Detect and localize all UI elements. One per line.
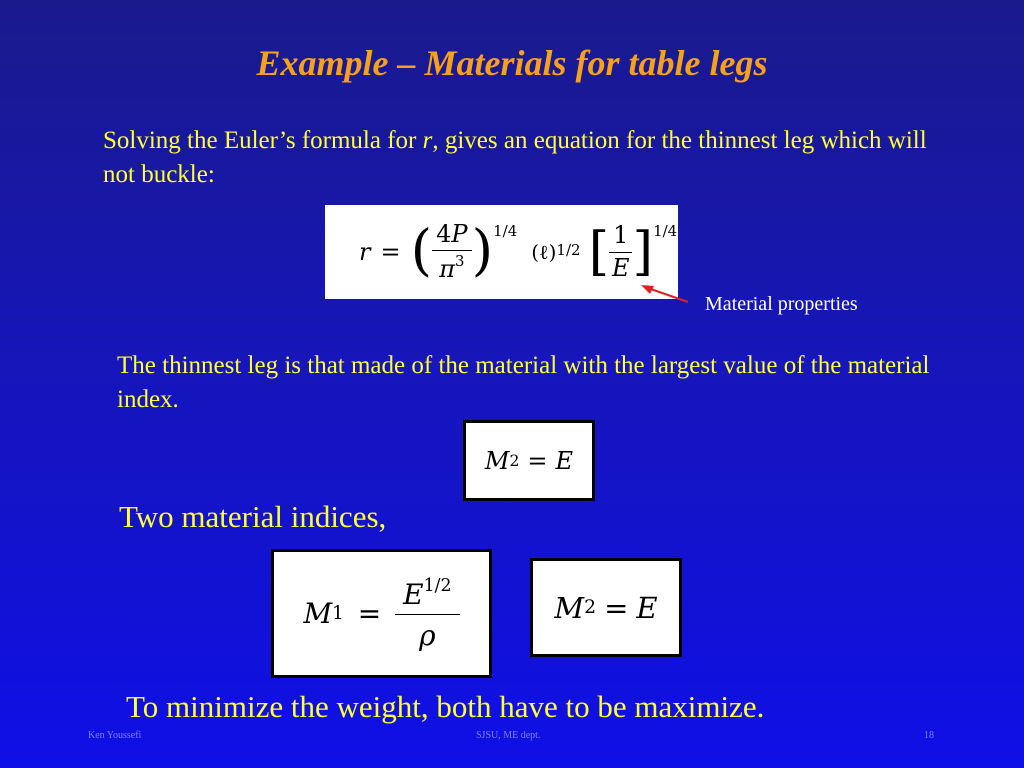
left-bracket: [ xyxy=(588,220,610,282)
inner-denominator: E xyxy=(612,253,630,282)
m1-equals: = xyxy=(357,597,382,630)
left-paren: ( xyxy=(410,219,433,284)
index-m2-box xyxy=(530,558,682,657)
right-bracket: ] xyxy=(632,220,654,282)
inner-numerator: 1 xyxy=(609,223,632,252)
two-indices-text: Two material indices, xyxy=(119,499,387,534)
index-m2 xyxy=(533,561,679,654)
footer-dept: SJSU, ME dept. xyxy=(476,730,541,741)
m2-small-rhs: E xyxy=(555,446,574,475)
index-m1 xyxy=(274,552,489,675)
length-term: (ℓ) xyxy=(531,239,557,264)
footer-page-number: 18 xyxy=(924,730,934,741)
m1-fraction xyxy=(395,577,459,650)
euler-formula xyxy=(359,205,677,299)
index-m2-small xyxy=(466,423,592,498)
coefficient-fraction xyxy=(432,219,471,284)
m1-var: M xyxy=(303,597,333,630)
slide-title: Example – Materials for table legs xyxy=(256,43,768,83)
right-paren: ) xyxy=(471,219,494,284)
intro-text-start: Solving the Euler’s formula for xyxy=(103,127,423,154)
m1-sub: 1 xyxy=(332,603,344,624)
m2-sub: 2 xyxy=(584,597,597,618)
m2-rhs: E xyxy=(636,590,658,625)
coef-num-var: P xyxy=(451,219,468,248)
intro-paragraph xyxy=(103,124,933,192)
exponent-half: 1/2 xyxy=(556,241,581,259)
m2-equals: = xyxy=(604,590,629,625)
m1-num-exp: 1/2 xyxy=(423,576,452,597)
m2-small-var: M xyxy=(484,446,510,475)
conclusion-text: To minimize the weight, both have to be maximize. xyxy=(126,689,765,724)
formula-lhs: r xyxy=(359,238,371,266)
m1-denominator: ρ xyxy=(419,618,436,652)
material-fraction xyxy=(609,223,632,280)
m2-var: M xyxy=(554,590,585,625)
euler-formula-box xyxy=(325,205,678,299)
formula-equals: = xyxy=(380,238,401,266)
coef-den-exp: 3 xyxy=(455,251,465,270)
m1-num-var: E xyxy=(403,578,424,612)
thinnest-paragraph: The thinnest leg is that made of the material with the largest value of the material index. xyxy=(117,352,930,413)
coef-den-var: π xyxy=(439,255,455,284)
exponent-quarter: 1/4 xyxy=(493,222,518,240)
footer-author: Ken Youssefi xyxy=(88,730,142,741)
coef-num-digit: 4 xyxy=(436,219,452,248)
index-m2-small-box xyxy=(463,420,595,501)
exponent-quarter-outer: 1/4 xyxy=(653,222,678,240)
m2-small-sub: 2 xyxy=(509,451,520,470)
index-m1-box xyxy=(271,549,492,678)
m2-small-equals: = xyxy=(527,446,548,475)
intro-text-end: , gives an equation for the thinnest leg which will not buckle: xyxy=(103,127,927,188)
material-properties-label: Material properties xyxy=(705,293,858,315)
intro-variable: r xyxy=(422,127,433,154)
